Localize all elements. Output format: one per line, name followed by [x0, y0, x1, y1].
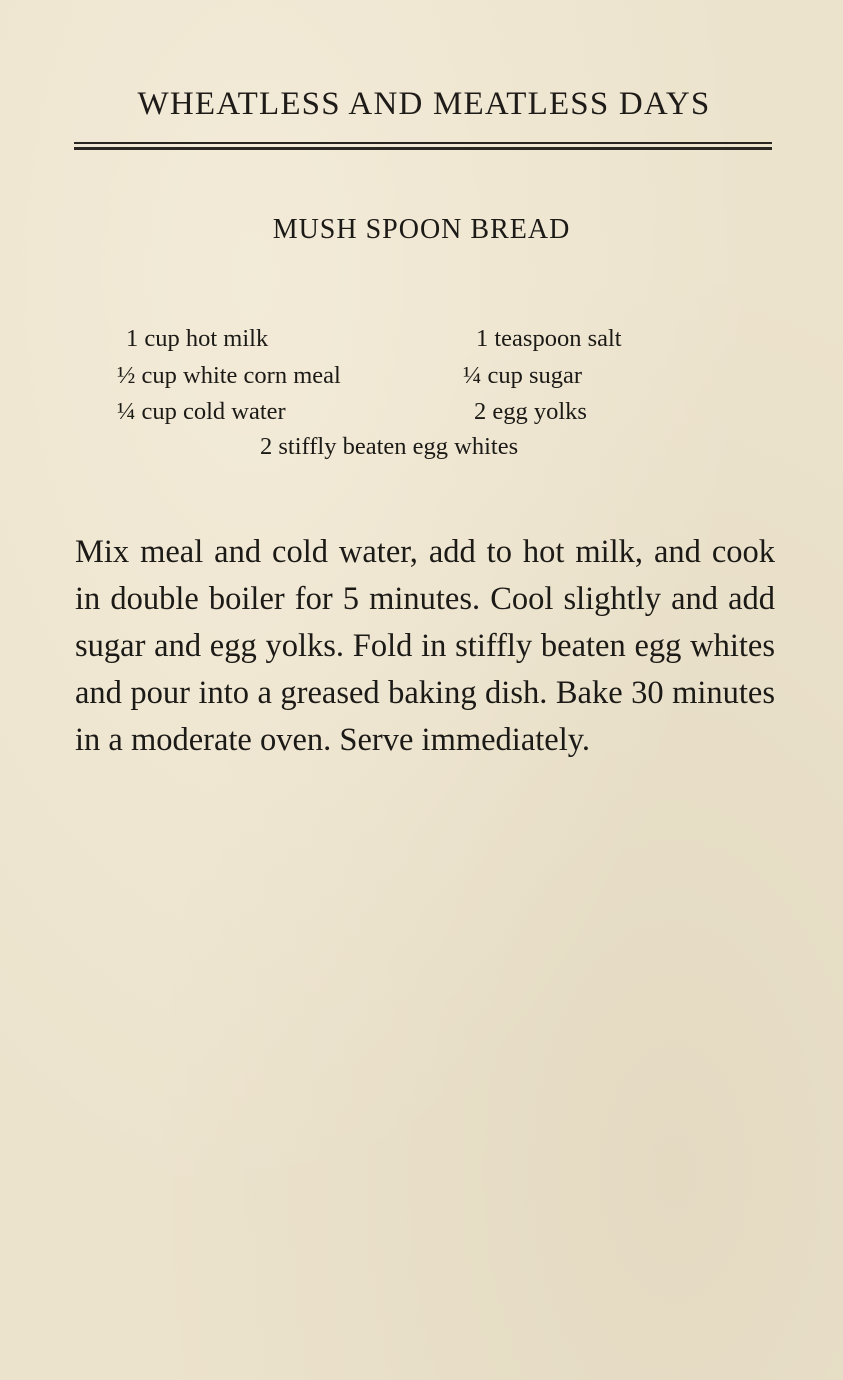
- running-head: WHEATLESS AND MEATLESS DAYS: [137, 86, 711, 122]
- ingredient-item-centered: 2 stiffly beaten egg whites: [260, 433, 519, 460]
- ingredient-item: 1 teaspoon salt: [476, 325, 622, 352]
- ingredient-item: ¼ cup sugar: [463, 362, 583, 389]
- ingredient-item: ½ cup white corn meal: [117, 362, 341, 389]
- recipe-title: MUSH SPOON BREAD: [272, 214, 571, 245]
- ingredient-item: 2 egg yolks: [474, 398, 587, 425]
- ingredient-item: ¼ cup cold water: [117, 398, 286, 425]
- ingredient-list: [0, 0, 843, 480]
- instructions-paragraph: Mix meal and cold water, add to hot milk, and cook in double boiler for 5 minutes. Cool slightly and add sugar and egg yolks. Fold in stiffly beaten egg whites and pour into a greased baking dish. Bake 30 minutes in a moderate oven. Serve immediately.: [75, 533, 775, 759]
- ingredient-item: 1 cup hot milk: [126, 325, 269, 352]
